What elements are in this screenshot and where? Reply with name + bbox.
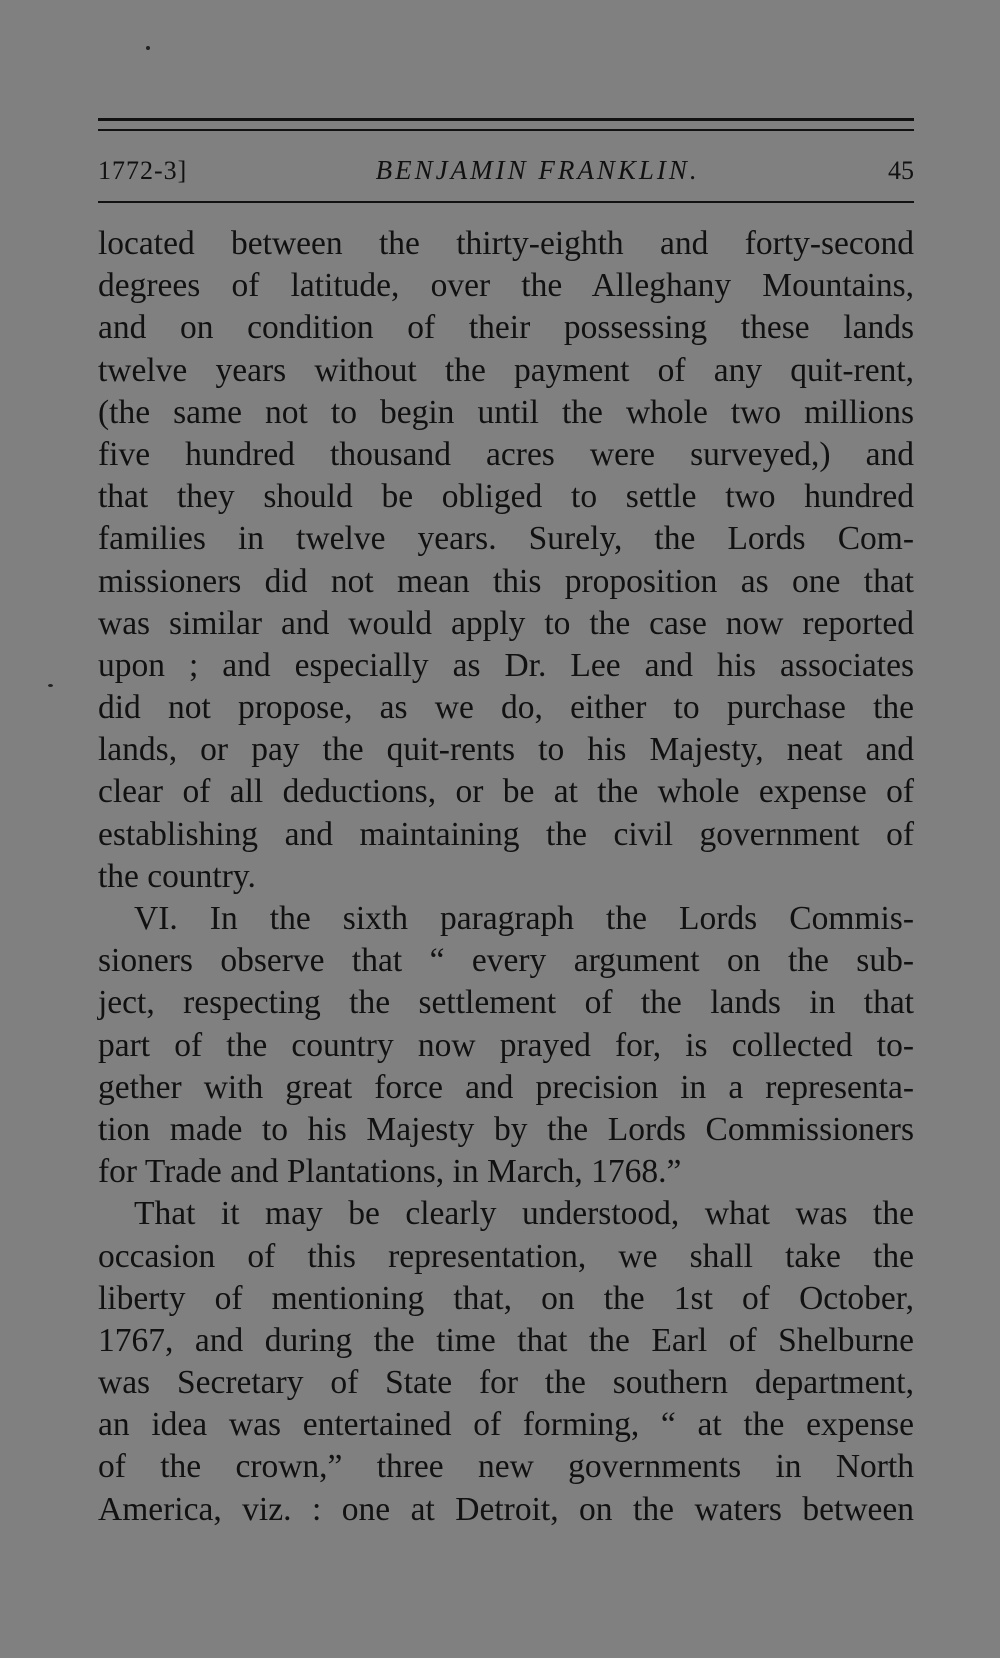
text-line: was similar and would apply to the case now reported (98, 604, 914, 642)
paper-speck (146, 46, 150, 50)
text-line: and on condition of their possessing these lands (98, 309, 914, 347)
text-line: occasion of this representation, we shall take the (98, 1237, 914, 1275)
text-line: did not propose, as we do, either to purchase the (98, 689, 914, 727)
text-line: gether with great force and precision in a representa- (98, 1068, 914, 1106)
text-line: part of the country now prayed for, is collected to- (98, 1026, 914, 1064)
header-rule-under (98, 201, 914, 203)
body-text (98, 223, 914, 1531)
text-line: (the same not to begin until the whole two millions (98, 393, 914, 431)
text-line: that they should be obliged to settle two hundred (98, 478, 914, 516)
text-line: missioners did not mean this proposition as one that (98, 562, 914, 600)
text-line: liberty of mentioning that, on the 1st of October, (98, 1279, 914, 1317)
header-rule-top (98, 118, 914, 121)
text-line: sioners observe that “ every argument on the sub- (98, 942, 914, 980)
text-line: That it may be clearly understood, what was the (134, 1195, 914, 1233)
text-line: was Secretary of State for the southern department, (98, 1364, 914, 1402)
text-line: lands, or pay the quit-rents to his Majesty, neat and (98, 731, 914, 769)
text-line: America, viz. : one at Detroit, on the waters between (98, 1490, 914, 1528)
text-line: clear of all deductions, or be at the whole expense of (98, 773, 914, 811)
text-line: the country. (98, 857, 256, 895)
text-line: an idea was entertained of forming, “ at the expense (98, 1406, 914, 1444)
running-head-title: BENJAMIN FRANKLIN. (375, 155, 700, 185)
running-head (98, 155, 914, 195)
text-line: twelve years without the payment of any quit-rent, (98, 351, 914, 389)
text-line: tion made to his Majesty by the Lords Commissioners (98, 1110, 914, 1148)
text-line: five hundred thousand acres were surveyed,) and (98, 435, 914, 473)
text-line: establishing and maintaining the civil government of (98, 815, 914, 853)
paper-speck (48, 684, 53, 687)
running-head-date: 1772-3] (98, 156, 188, 185)
text-line: located between the thirty-eighth and forty-second (98, 225, 914, 262)
text-line: 1767, and during the time that the Earl of Shelburne (98, 1321, 914, 1359)
book-page (98, 118, 914, 1531)
text-line: families in twelve years. Surely, the Lords Com- (98, 520, 914, 558)
text-line: of the crown,” three new governments in North (98, 1448, 914, 1486)
text-line: degrees of latitude, over the Alleghany Mountains, (98, 267, 914, 305)
text-line: ject, respecting the settlement of the lands in that (98, 984, 914, 1022)
page-number: 45 (888, 156, 914, 185)
text-line: VI. In the sixth paragraph the Lords Commis- (134, 900, 914, 937)
header-rule-second (98, 129, 914, 131)
text-line: upon ; and especially as Dr. Lee and his associates (98, 646, 914, 684)
text-line: for Trade and Plantations, in March, 1768.” (98, 1153, 682, 1191)
